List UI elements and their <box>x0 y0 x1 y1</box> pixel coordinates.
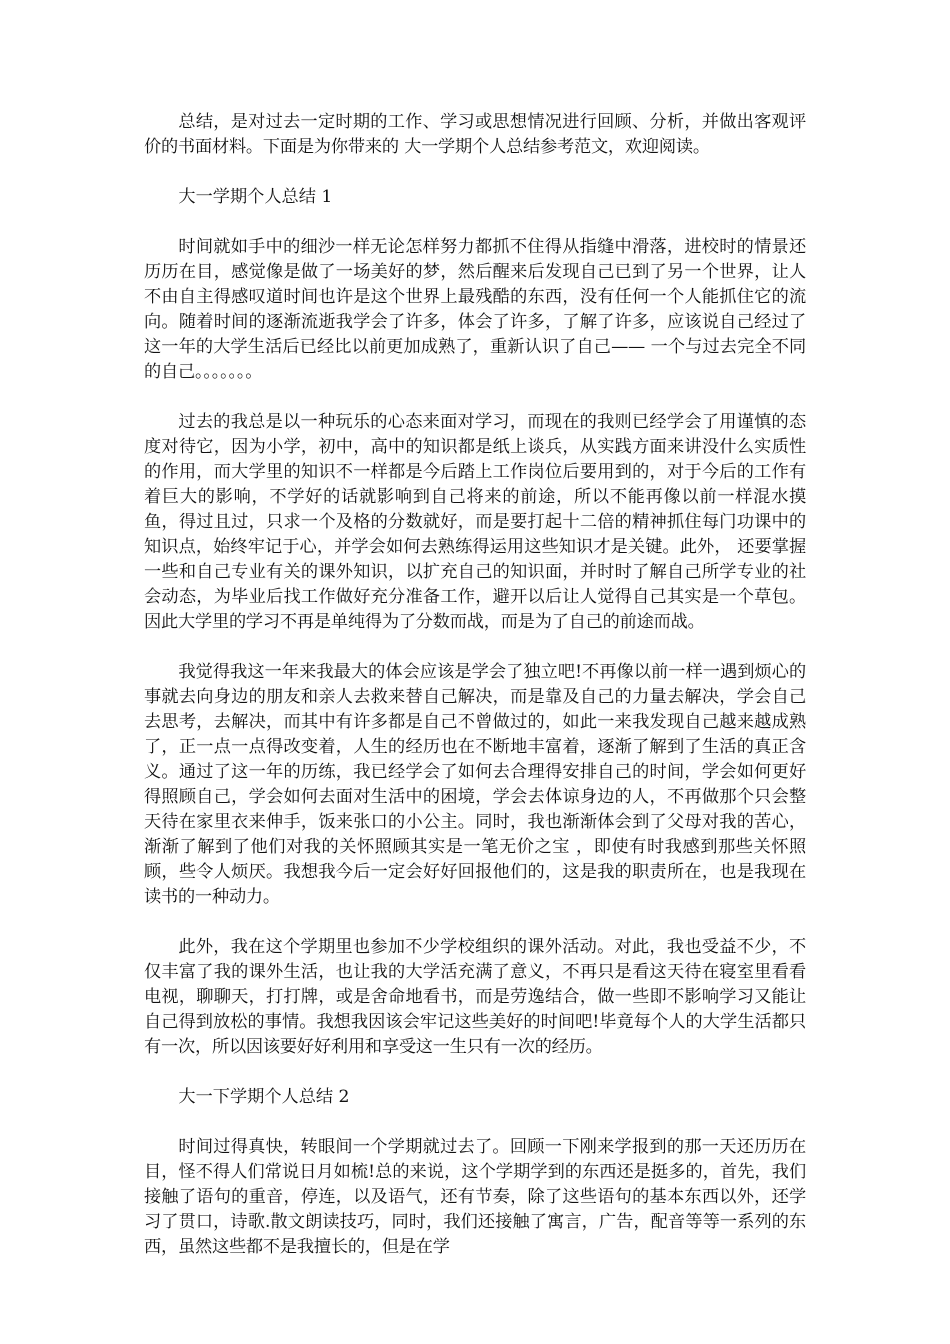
section-heading-2: 大一下学期个人总结 2 <box>178 1087 350 1107</box>
body-paragraph: 时间就如手中的细沙一样无论怎样努力都抓不住得从指缝中滑落，进校时的情景还历历在目，感觉像是做了一场美好的梦，然后醒来后发现自己已到了另一个世界，让人不由自主得感叹道时间也许是这个世界上最残酷的东西，没有任何一个人能抓住它的流向。随着时间的逐渐流逝我学会了许多，体会了许多，了解了许多，应该说自己经过了这一年的大学生活后已经比以前更加成熟了，重新认识了自己—— 一个与过去完全不同的自己。。。。。。。 <box>144 237 806 382</box>
body-paragraph: 此外，我在这个学期里也参加不少学校组织的课外活动。对此，我也受益不少，不仅丰富了我的课外生活，也让我的大学活充满了意义，不再只是看这天待在寝室里看看电视，聊聊天，打打牌，或是舍命地看书，而是劳逸结合，做一些即不影响学习又能让自己得到放松的事情。我想我因该会牢记这些美好的时间吧!毕竟每个人的大学生活都只有一次，所以因该要好好利用和享受这一生只有一次的经历。 <box>144 937 806 1057</box>
body-paragraph: 时间过得真快，转眼间一个学期就过去了。回顾一下刚来学报到的那一天还历历在目，怪不得人们常说日月如梳!总的来说，这个学期学到的东西还是挺多的，首先，我们接触了语句的重音，停连，以及语气，还有节奏，除了这些语句的基本东西以外，还学习了贯口，诗歌.散文朗读技巧，同时，我们还接触了寓言，广告，配音等等一系列的东西，虽然这些都不是我擅长的，但是在学 <box>144 1137 806 1257</box>
body-paragraph: 我觉得我这一年来我最大的体会应该是学会了独立吧!不再像以前一样一遇到烦心的事就去向身边的朋友和亲人去救来替自己解决，而是靠及自己的力量去解决，学会自己去思考，去解决，而其中有许多都是自己不曾做过的，如此一来我发现自己越来越成熟了，正一点一点得改变着，人生的经历也在不断地丰富着，逐渐了解到了生活的真正含义。通过了这一年的历练，我已经学会了如何去合理得安排自己的时间，学会如何更好得照顾自己，学会如何去面对生活中的困境，学会去体谅身边的人，不再做那个只会整天待在家里衣来伸手，饭来张口的小公主。同时，我也渐渐体会到了父母对我的苦心，渐渐了解到了他们对我的关怀照顾其实是一笔无价之宝 ，即使有时我感到那些关怀照顾，些令人烦厌。我想我今后一定会好好回报他们的，这是我的职责所在，也是我现在读书的一种动力。 <box>144 662 806 907</box>
intro-paragraph: 总结，是对过去一定时期的工作、学习或思想情况进行回顾、分析，并做出客观评价的书面材料。下面是为你带来的 大一学期个人总结参考范文，欢迎阅读。 <box>144 112 806 157</box>
body-paragraph: 过去的我总是以一种玩乐的心态来面对学习，而现在的我则已经学会了用谨慎的态度对待它，因为小学，初中，高中的知识都是纸上谈兵，从实践方面来讲没什么实质性的作用，而大学里的知识不一样都是今后踏上工作岗位后要用到的，对于今后的工作有着巨大的影响，不学好的话就影响到自己将来的前途，所以不能再像以前一样混水摸鱼，得过且过，只求一个及格的分数就好，而是要打起十二倍的精神抓住每门功课中的知识点，始终牢记于心，并学会如何去熟练得运用这些知识才是关键。此外， 还要掌握一些和自己专业有关的课外知识，以扩充自己的知识面，并时时了解自己所学专业的社会动态，为毕业后找工作做好充分准备工作，避开以后让人觉得自己其实是一个草包。因此大学里的学习不再是单纯得为了分数而战，而是为了自己的前途而战。 <box>144 412 806 632</box>
document-page <box>144 110 806 1285</box>
section-heading-1: 大一学期个人总结 1 <box>178 187 333 207</box>
